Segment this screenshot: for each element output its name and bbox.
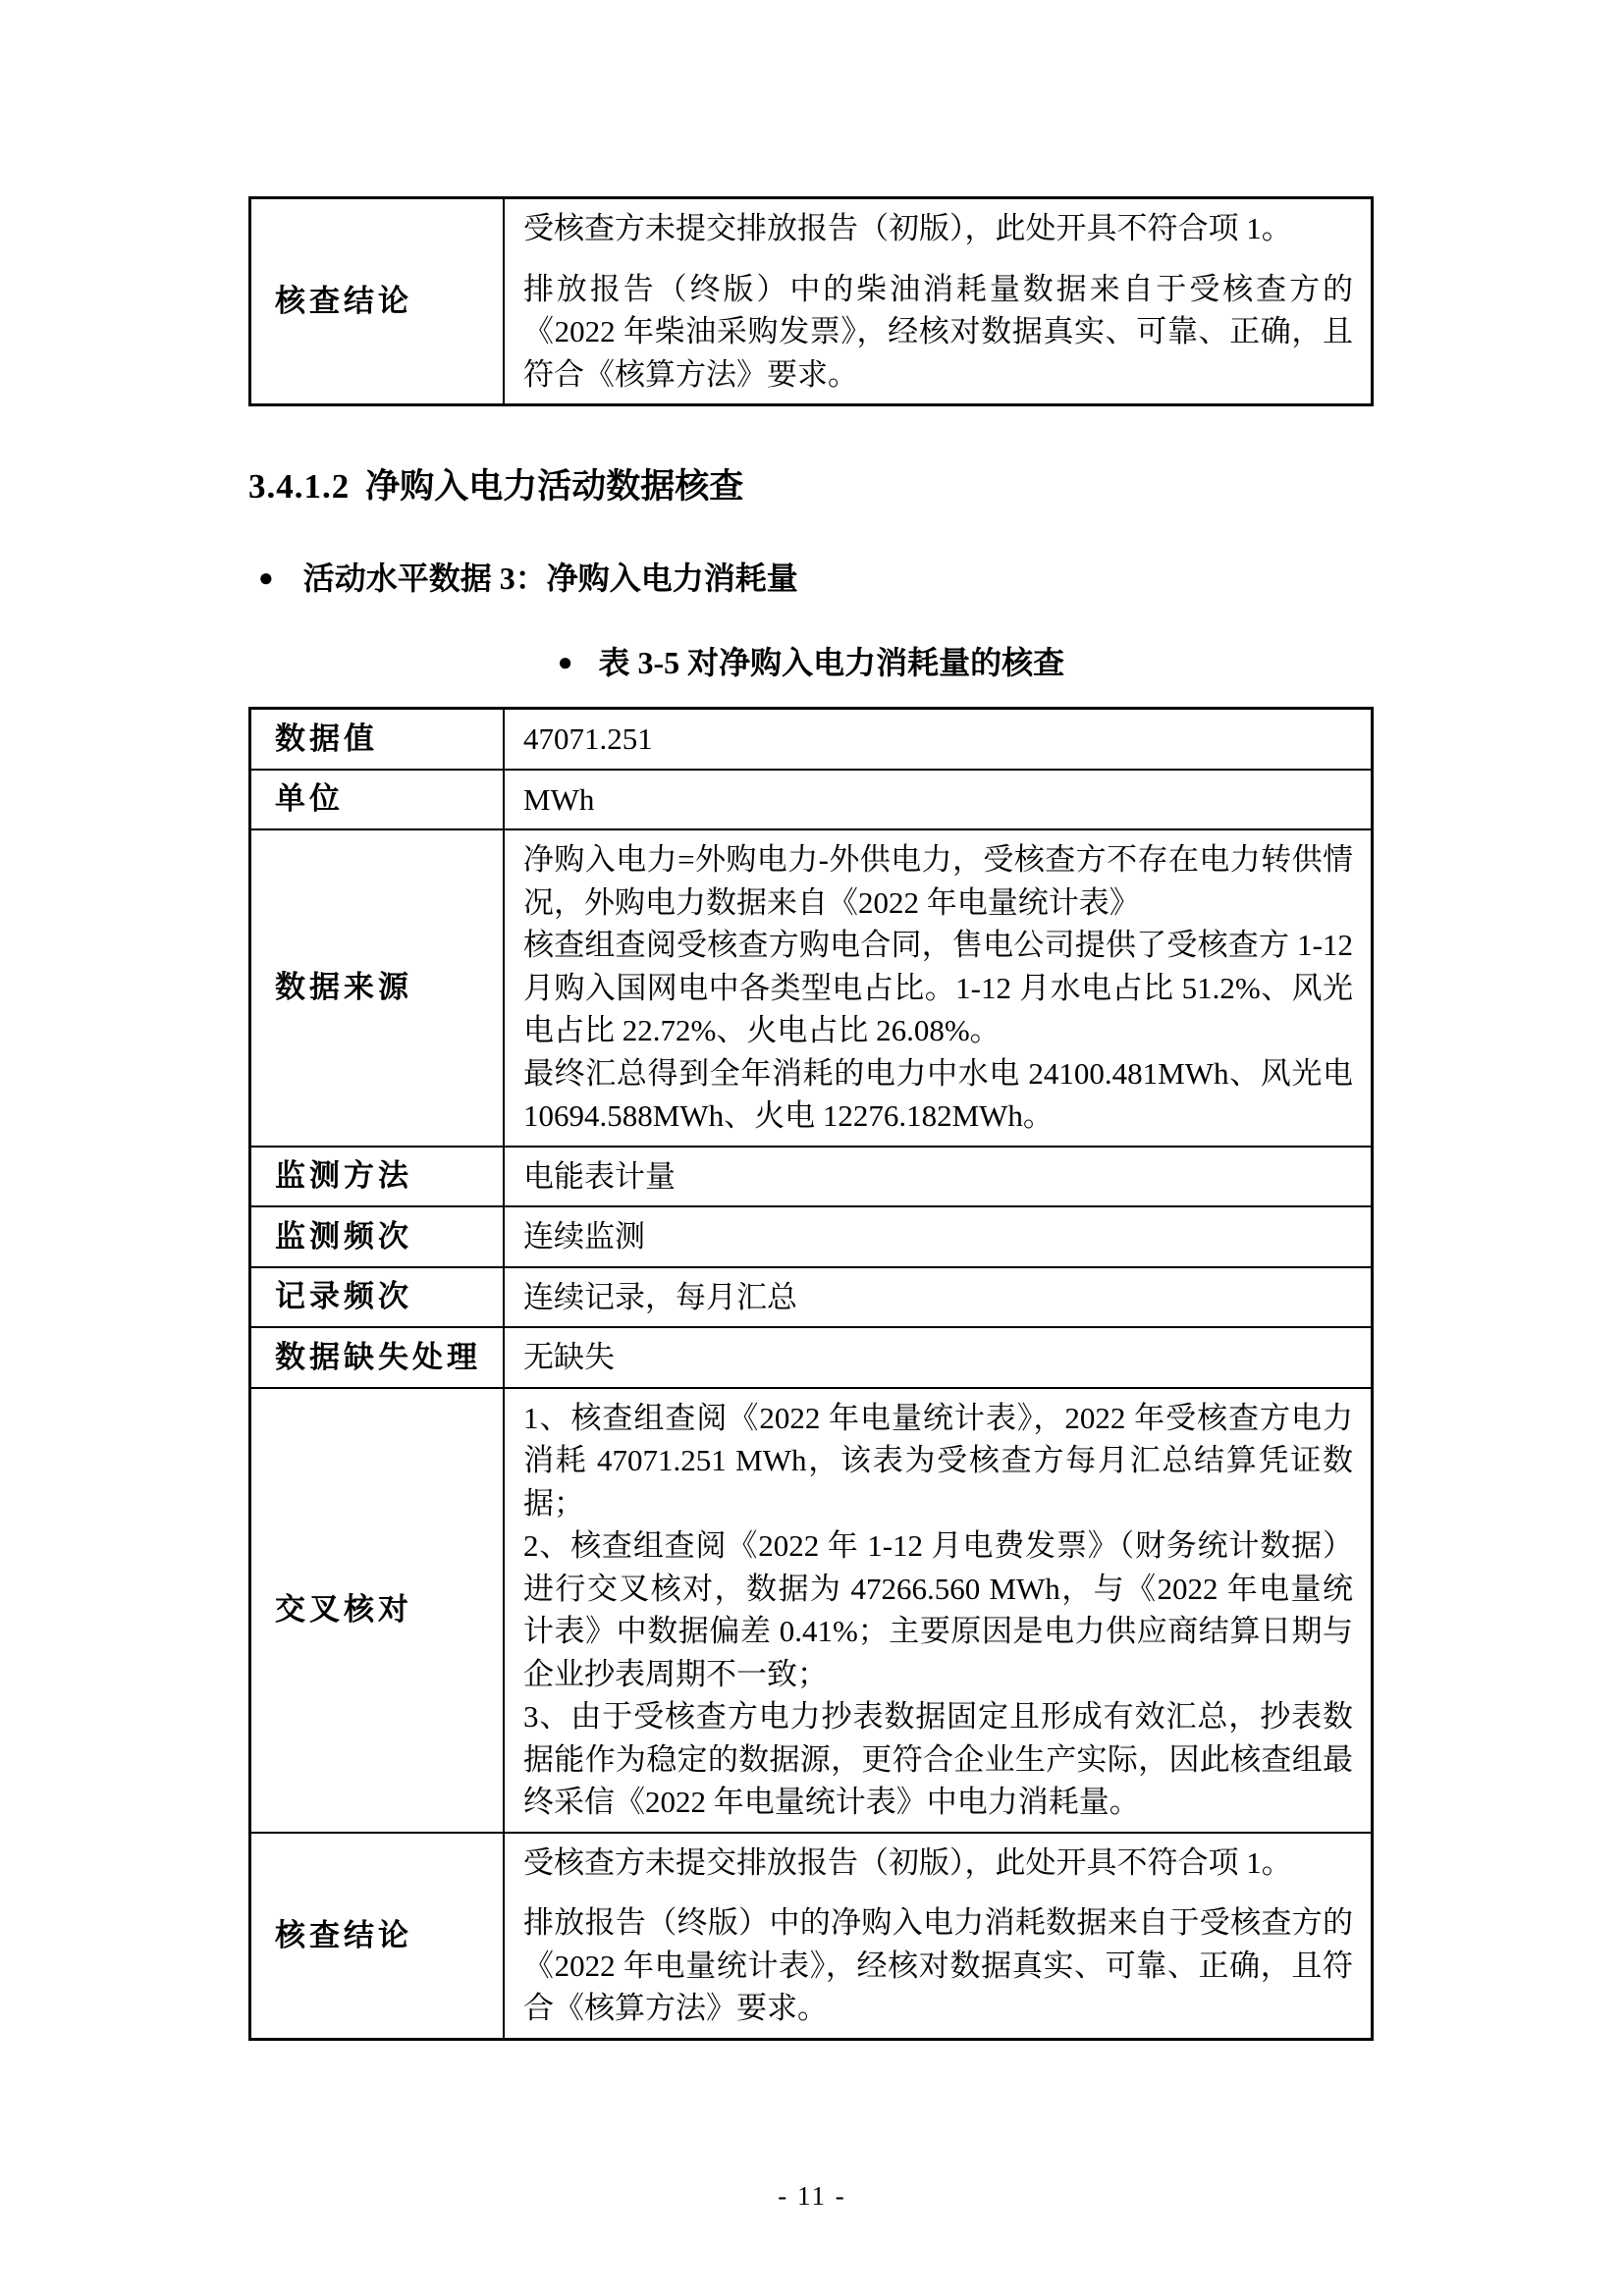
row-content: [505, 1834, 1371, 2038]
row-label: 交叉核对: [251, 1389, 505, 1832]
bullet-icon: ●: [258, 563, 274, 592]
table-row: [251, 1326, 1371, 1387]
table-row: [251, 1387, 1371, 1832]
row-content: [505, 710, 1371, 769]
cell-paragraph: 受核查方未提交排放报告（初版），此处开具不符合项 1。: [523, 211, 1292, 245]
row-label: 核查结论: [251, 1834, 505, 2038]
row-label: 记录频次: [251, 1268, 505, 1327]
cell-paragraph: MWh: [523, 781, 595, 817]
bullet-icon: ●: [557, 648, 573, 676]
cell-paragraph: 电能表计量: [523, 1158, 676, 1194]
row-content: [505, 830, 1371, 1146]
row-label: 单位: [251, 771, 505, 829]
row-content: [505, 1328, 1371, 1387]
cell-paragraph: 排放报告（终版）中的净购入电力消耗数据来自于受核查方的《2022 年电量统计表》，经核对数据真实、可靠、正确，且符合《核算方法》要求。: [523, 1905, 1353, 2025]
row-content: [505, 199, 1371, 403]
table-caption: [248, 642, 1374, 683]
cell-paragraph: 47071.251: [523, 721, 653, 756]
row-label: 监测频次: [251, 1207, 505, 1266]
table-row: [251, 1266, 1371, 1327]
cell-paragraph: 1、核查组查阅《2022 年电量统计表》，2022 年受核查方电力消耗 47071.251 MWh，该表为受核查方每月汇总结算凭证数据；: [523, 1400, 1353, 1521]
row-content: [505, 1207, 1371, 1266]
cell-paragraph: 连续记录，每月汇总: [523, 1279, 797, 1314]
table-caption-text: 表 3-5 对净购入电力消耗量的核查: [598, 645, 1065, 680]
cell-paragraph: 排放报告（终版）中的柴油消耗量数据来自于受核查方的《2022 年柴油采购发票》，经核对数据真实、可靠、正确，且符合《核算方法》要求。: [523, 271, 1353, 392]
activity-data-label: 活动水平数据 3：净购入电力消耗量: [302, 561, 798, 596]
cell-paragraph: 3、由于受核查方电力抄表数据固定且形成有效汇总，抄表数据能作为稳定的数据源，更符合企业生产实际，因此核查组最终采信《2022 年电量统计表》中电力消耗量。: [523, 1699, 1353, 1819]
row-label: 数据值: [251, 710, 505, 769]
cell-paragraph: 净购入电力=外购电力-外供电力，受核查方不存在电力转供情况，外购电力数据来自《2022 年电量统计表》: [523, 842, 1353, 920]
table-row: [251, 710, 1371, 769]
row-content: [505, 1389, 1371, 1832]
row-content: [505, 1268, 1371, 1327]
row-label: 核查结论: [251, 199, 505, 403]
row-label: 数据缺失处理: [251, 1328, 505, 1387]
table-row: [251, 1832, 1371, 2038]
cell-paragraph: 最终汇总得到全年消耗的电力中水电 24100.481MWh、风光电 10694.588MWh、火电 12276.182MWh。: [523, 1055, 1353, 1133]
page-content: [248, 196, 1374, 2041]
row-content: [505, 771, 1371, 829]
section-heading: [248, 465, 1374, 508]
row-label: 监测方法: [251, 1148, 505, 1206]
section-title: 净购入电力活动数据核查: [365, 467, 744, 506]
cell-paragraph: 2、核查组查阅《2022 年 1-12 月电费发票》（财务统计数据）进行交叉核对，数据为 47266.560 MWh，与《2022 年电量统计表》中数据偏差 0.41%；主要原因是电力供应商结算日期与企业抄表周期不一致；: [523, 1528, 1353, 1691]
cell-paragraph: 连续监测: [523, 1219, 645, 1254]
table-row: [251, 828, 1371, 1146]
table-row: [251, 769, 1371, 829]
cell-paragraph: 无缺失: [523, 1340, 615, 1374]
diesel-verification-table-fragment: [248, 196, 1374, 406]
cell-paragraph: 受核查方未提交排放报告（初版），此处开具不符合项 1。: [523, 1844, 1292, 1880]
table-row: [251, 1205, 1371, 1266]
row-label: 数据来源: [251, 830, 505, 1146]
table-row: [251, 199, 1371, 403]
cell-paragraph: 核查组查阅受核查方购电合同，售电公司提供了受核查方 1-12 月购入国网电中各类型电占比。1-12 月水电占比 51.2%、风光电占比 22.72%、火电占比 26.08%。: [523, 928, 1353, 1047]
section-number: 3.4.1.2: [248, 467, 351, 506]
table-row: [251, 1146, 1371, 1206]
electricity-verification-table: [248, 707, 1374, 2041]
page-number: - 11 -: [778, 2181, 846, 2211]
activity-data-bullet-item: [248, 558, 1374, 599]
row-content: [505, 1148, 1371, 1206]
